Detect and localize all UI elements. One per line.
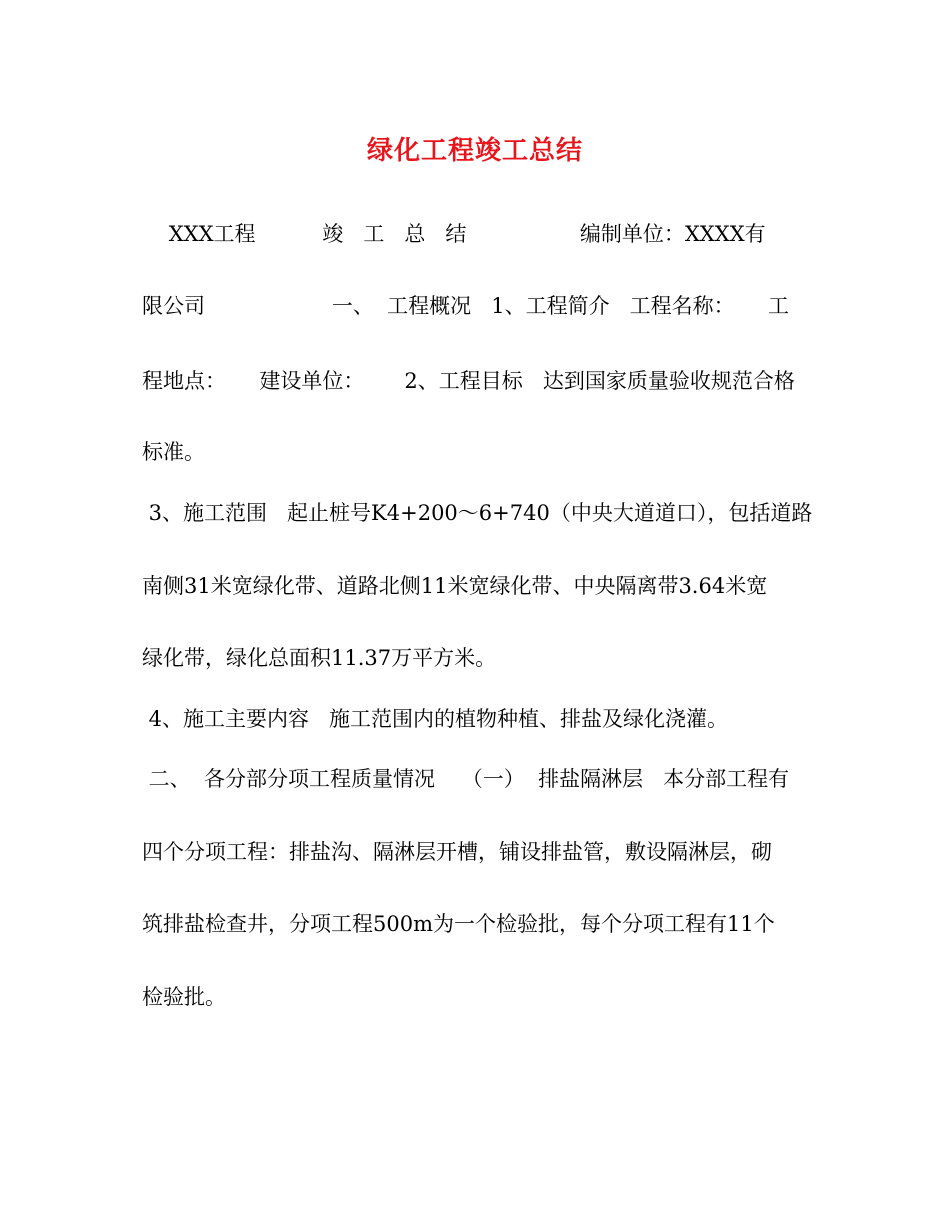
body-line-9: 二、 各分部分项工程质量情况 （一） 排盐隔淋层 本分部工程有 bbox=[142, 767, 790, 791]
body-line-5: 3、施工范围 起止桩号K4+200～6+740（中央大道道口），包括道路 bbox=[142, 501, 813, 525]
body-line-11: 筑排盐检查井，分项工程500m为一个检验批，每个分项工程有11个 bbox=[142, 912, 775, 936]
body-line-12: 检验批。 bbox=[142, 985, 226, 1009]
body-line-2: 限公司 一、 工程概况 1、工程简介 工程名称： 工 bbox=[142, 294, 789, 318]
body-line-6: 南侧31米宽绿化带、道路北侧11米宽绿化带、中央隔离带3.64米宽 bbox=[142, 574, 768, 598]
body-line-8: 4、施工主要内容 施工范围内的植物种植、排盐及绿化浇灌。 bbox=[142, 707, 729, 731]
body-line-7: 绿化带，绿化总面积11.37万平方米。 bbox=[142, 646, 497, 670]
body-line-3: 程地点： 建设单位： 2、工程目标 达到国家质量验收规范合格 bbox=[142, 369, 795, 393]
document-title: 绿化工程竣工总结 bbox=[366, 136, 583, 166]
body-line-4: 标准。 bbox=[142, 440, 205, 464]
body-line-10: 四个分项工程：排盐沟、隔淋层开槽，铺设排盐管，敷设隔淋层，砌 bbox=[142, 840, 772, 864]
body-line-1: XXX工程 竣 工 总 结 编制单位：XXXX有 bbox=[142, 222, 766, 246]
